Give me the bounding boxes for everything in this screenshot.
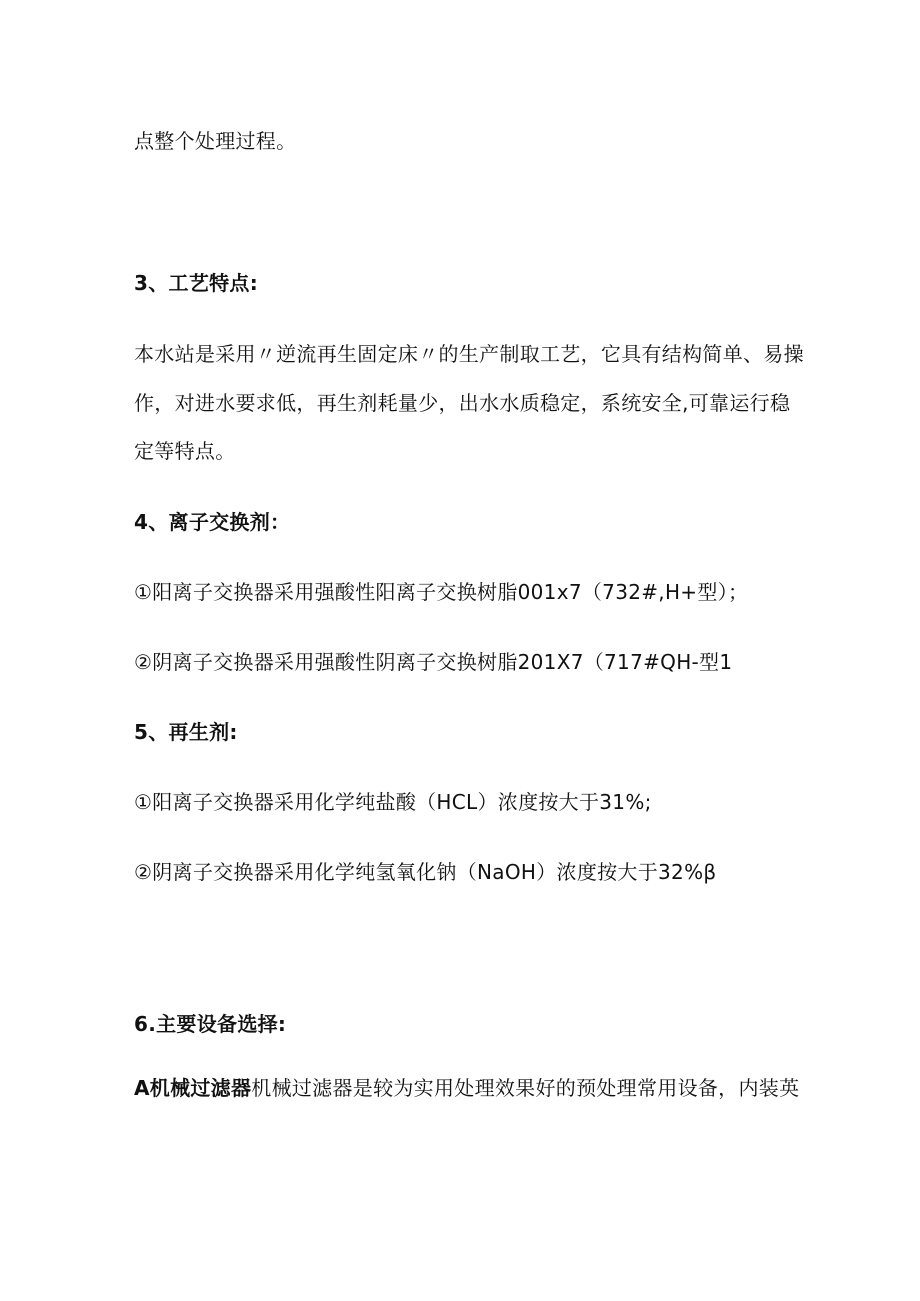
section-5-item-1: ①阳离子交换器采用化学纯盐酸（HCL）浓度按大于31%; — [134, 790, 652, 814]
section-3-line-1: 本水站是采用〃逆流再生固定床〃的生产制取工艺，它具有结构简单、易操 — [134, 342, 804, 366]
section-3-heading: 3、工艺特点: — [134, 271, 259, 295]
section-6-paragraph — [134, 1074, 814, 1102]
section-5-item-2: ②阴离子交换器采用化学纯氢氧化钠（NaOH）浓度按大于32%β — [134, 860, 717, 884]
section-5-heading: 5、再生剂: — [134, 720, 238, 744]
section-4-item-1: ①阳离子交换器采用强酸性阳离子交换树脂001x7（732#,H+型）； — [134, 580, 749, 604]
section-4-item-2: ②阴离子交换器采用强酸性阴离子交换树脂201X7（717#QH-型1 — [134, 650, 733, 674]
section-6-lead-text: 机械过滤器是较为实用处理效果好的预处理常用设备，内装英 — [251, 1076, 800, 1100]
section-3-line-3: 定等特点。 — [134, 439, 236, 463]
section-3-line-2: 作，对进水要求低，再生剂耗量少，出水水质稳定，系统安全,可靠运行稳 — [134, 391, 791, 415]
section-4-heading: 4、离子交换剂： — [134, 510, 291, 534]
section-6-lead-term: A机械过滤器 — [134, 1076, 252, 1100]
intro-tail-text: 点整个处理过程。 — [134, 129, 297, 153]
section-6-heading: 6.主要设备选择: — [134, 1012, 287, 1036]
